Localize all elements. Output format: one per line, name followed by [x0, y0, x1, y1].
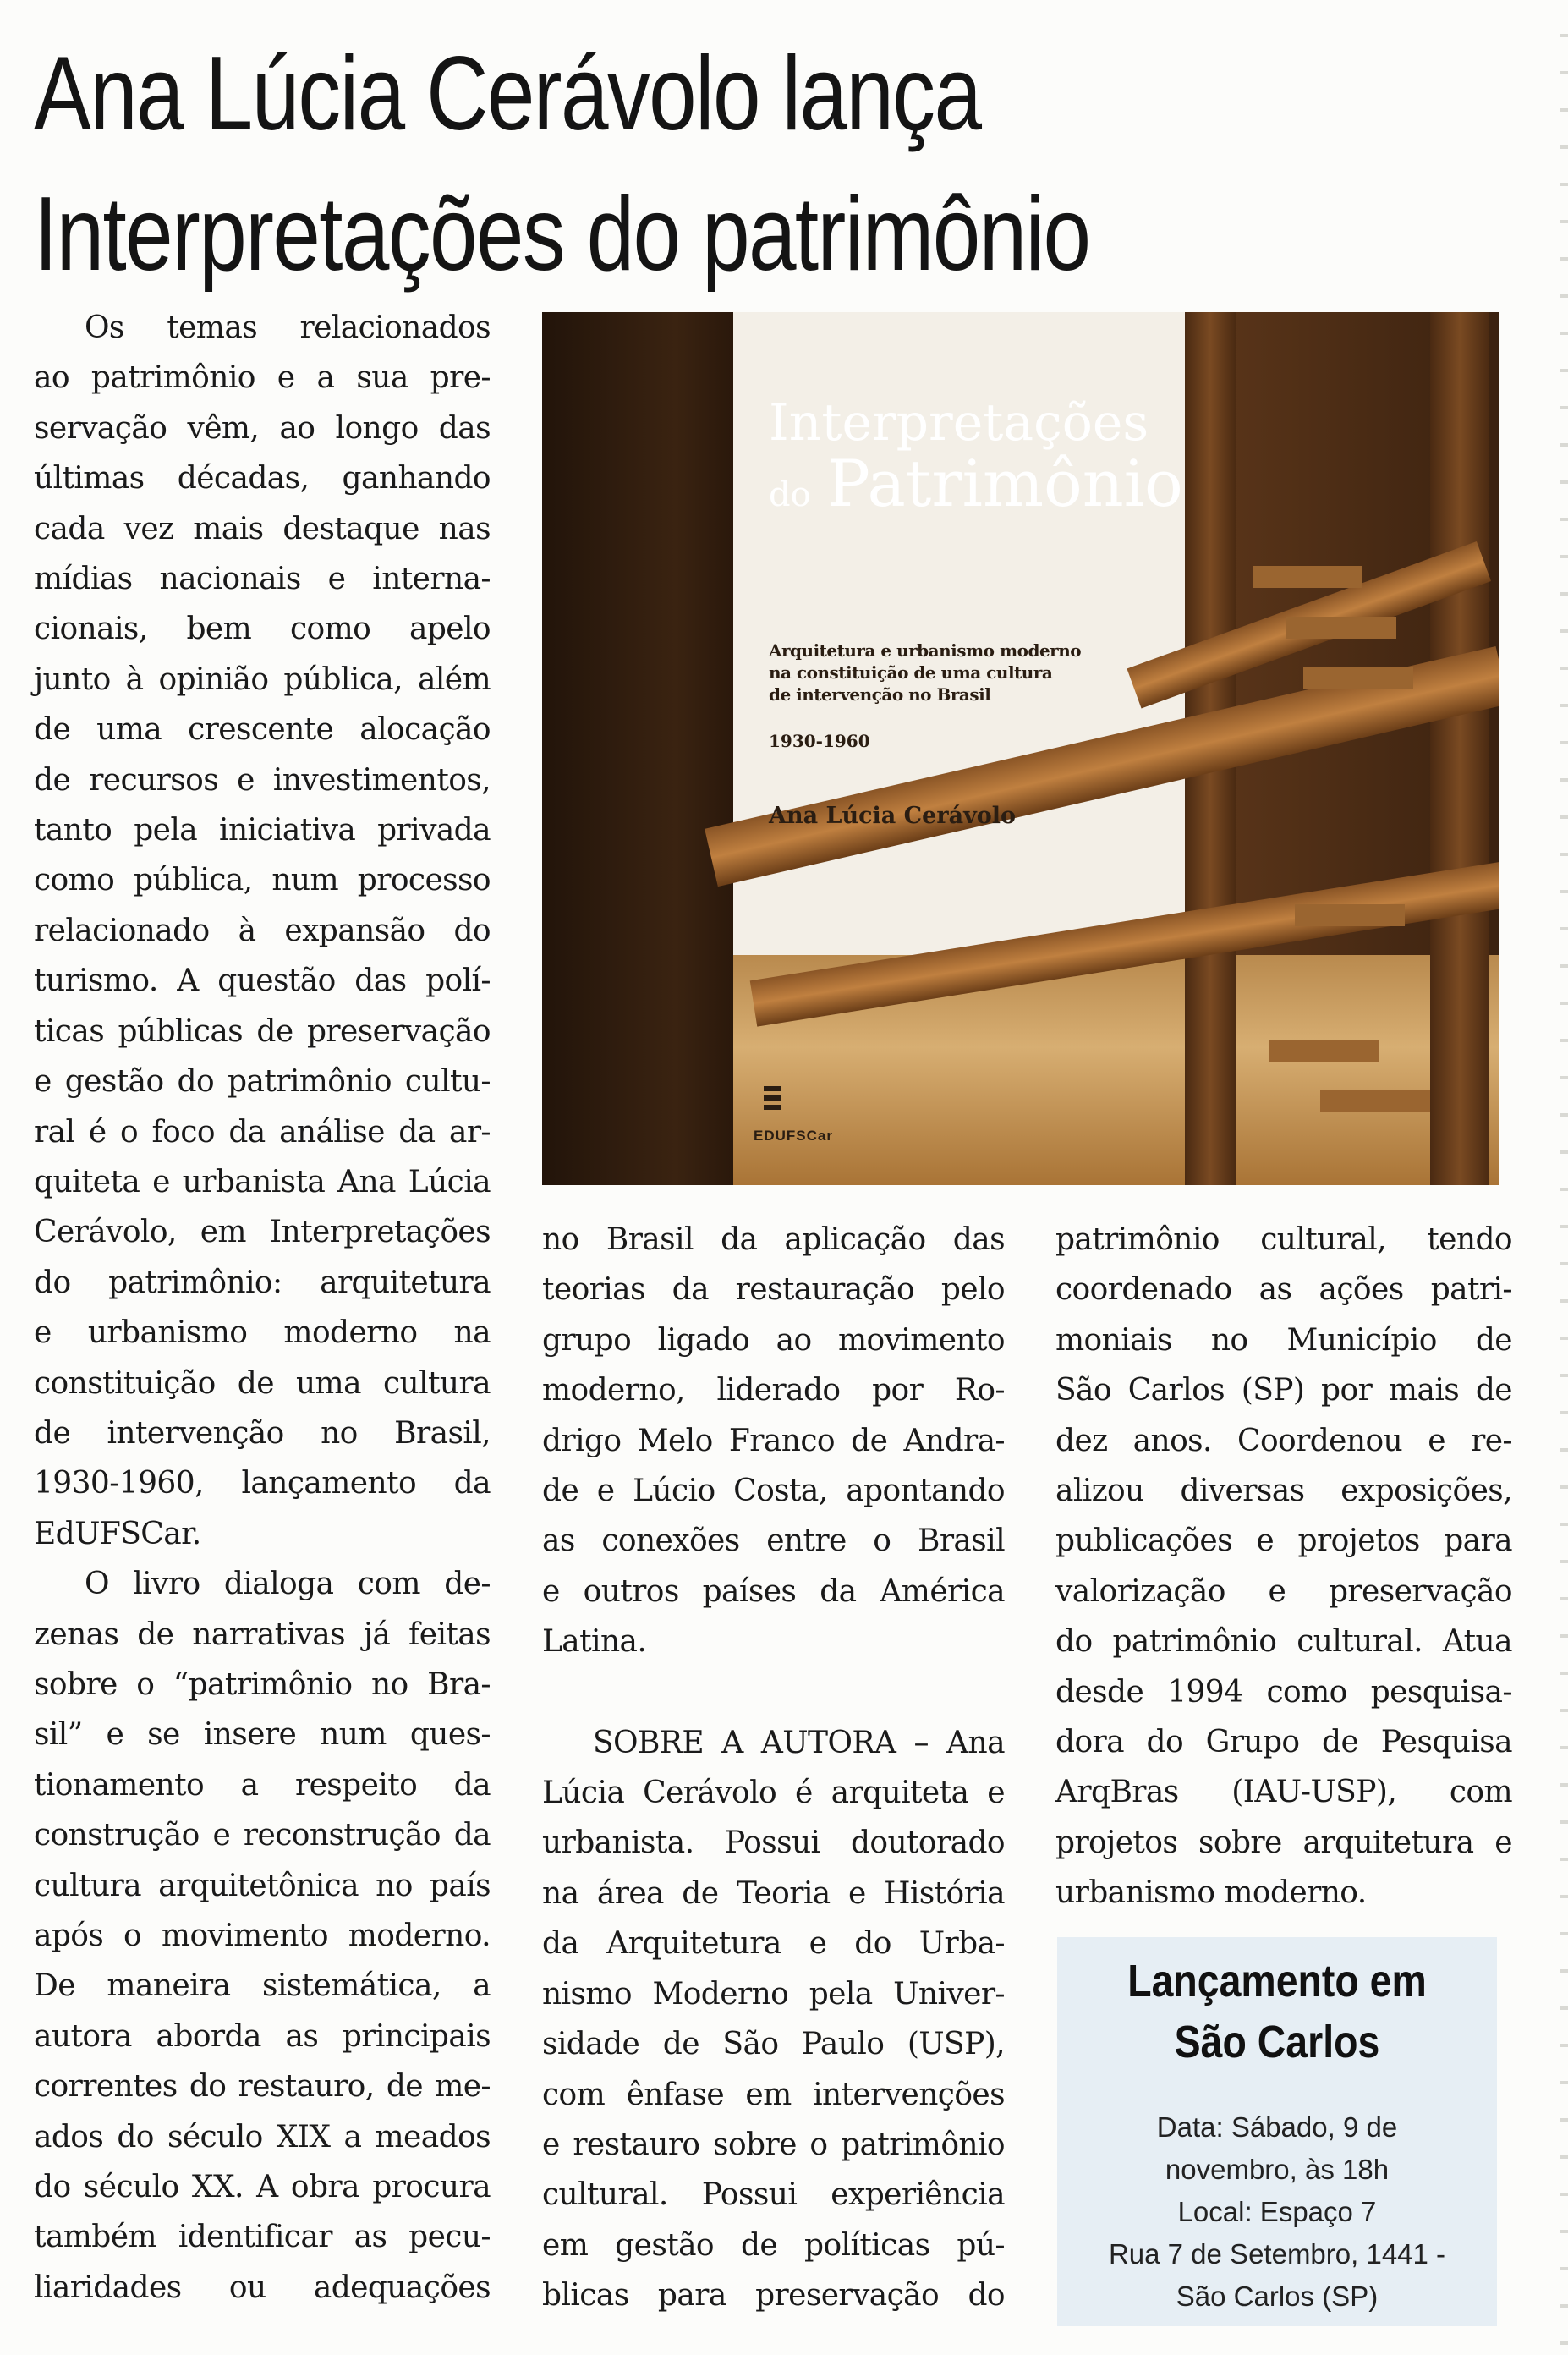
text-line: no Brasil da aplicação das [542, 1222, 1005, 1257]
launch-box-title-line: São Carlos [1174, 2017, 1380, 2067]
launch-box-title-line: Lançamento em [1127, 1956, 1427, 2006]
text-line: com ênfase em intervenções [542, 2077, 1005, 2112]
text-line: junto à opinião pública, além [34, 661, 491, 697]
text-line: de uma crescente alocação [34, 712, 491, 748]
text-line: Lúcia Cerávolo é arquiteta e [542, 1776, 1005, 1811]
text-line: EdUFSCar. [34, 1516, 201, 1551]
text-line: Os temas relacionados [85, 310, 491, 345]
launch-time: novembro, às 18h [1165, 2154, 1390, 2185]
text-line: tanto pela iniciativa privada [34, 813, 491, 848]
text-line: blicas para preservação do [542, 2278, 1005, 2314]
cover-subtitle-line: na constituição de uma cultura [769, 662, 1053, 683]
cover-stair-step [1295, 904, 1405, 926]
cover-stair-step [1269, 1040, 1379, 1062]
publisher-logo-icon [764, 1086, 781, 1120]
text-line: também identificar as pecu- [34, 2220, 491, 2255]
text-line: ao patrimônio e a sua pre- [34, 360, 491, 396]
text-line: as conexões entre o Brasil [542, 1523, 1005, 1559]
text-line: moderno, liderado por Ro- [542, 1373, 1005, 1408]
launch-address: Rua 7 de Setembro, 1441 - [1108, 2238, 1446, 2270]
text-line: coordenado as ações patri- [1055, 1272, 1512, 1308]
text-line: correntes do restauro, de me- [34, 2069, 491, 2105]
text-line: liaridades ou adequações [34, 2270, 491, 2305]
text-line: do patrimônio cultural. Atua [1055, 1624, 1512, 1660]
cover-subtitle-line: Arquitetura e urbanismo moderno [769, 640, 1082, 661]
headline [34, 24, 1213, 305]
text-line: Latina. [542, 1624, 647, 1660]
launch-box-title [1088, 1937, 1466, 2072]
text-line: na área de Teoria e História [542, 1875, 1005, 1911]
text-line: drigo Melo Franco de Andra- [542, 1423, 1005, 1458]
cover-left-post [542, 312, 733, 1185]
text-line: valorização e preservação [1055, 1573, 1512, 1609]
text-line: De maneira sistemática, a [34, 1968, 491, 2004]
text-line: após o movimento moderno. [34, 1919, 491, 1953]
text-line: grupo ligado ao movimento [542, 1322, 1005, 1358]
cover-stair-step [1253, 566, 1362, 588]
text-line: sidade de São Paulo (USP), [542, 2027, 1005, 2062]
cover-subtitle [769, 640, 1141, 705]
cover-stair-step [1286, 617, 1396, 639]
text-line: como pública, num processo [34, 863, 491, 898]
text-line: construção e reconstrução da [34, 1818, 491, 1853]
text-line: turismo. A questão das polí- [34, 963, 491, 999]
text-line: de recursos e investimentos, [34, 762, 491, 798]
cover-author: Ana Lúcia Cerávolo [769, 803, 1017, 829]
text-line: e outros países da América [542, 1573, 1005, 1609]
article-column-1 [34, 303, 491, 2313]
cover-subtitle-line: de intervenção no Brasil [769, 684, 991, 705]
headline-line-1: Ana Lúcia Cerávolo lança [34, 36, 981, 152]
text-line: São Carlos (SP) por mais de [1055, 1373, 1512, 1408]
text-line: cionais, bem como apelo [34, 612, 491, 647]
text-line: de intervenção no Brasil, [34, 1415, 491, 1451]
text-line: relacionado à expansão do [34, 913, 491, 948]
text-line: tionamento a respeito da [34, 1767, 491, 1803]
text-line: autora aborda as principais [34, 2018, 491, 2054]
text-line: de e Lúcio Costa, apontando [542, 1474, 1005, 1509]
text-line: e urbanismo moderno na [34, 1315, 491, 1351]
text-line: SOBRE A AUTORA – Ana [593, 1725, 1005, 1760]
text-line: servação vêm, ao longo das [34, 410, 491, 446]
text-line: ral é o foco da análise da ar- [34, 1114, 491, 1150]
text-line: do patrimônio: arquitetura [34, 1265, 491, 1300]
text-line: 1930-1960, lançamento da [34, 1466, 491, 1501]
text-line: teorias da restauração pelo [542, 1272, 1005, 1308]
article-column-2 [542, 1215, 1005, 2321]
cover-years: 1930-1960 [769, 731, 870, 751]
cover-publisher: EDUFSCar [754, 1128, 833, 1144]
text-line: cada vez mais destaque nas [34, 511, 491, 546]
cover-title [769, 392, 1183, 525]
cover-title-line-2: Patrimônio [826, 446, 1183, 521]
text-line: últimas décadas, ganhando [34, 461, 491, 497]
text-line: do século XX. A obra procura [34, 2170, 491, 2205]
text-line: desde 1994 como pesquisa- [1055, 1674, 1512, 1710]
text-line: publicações e projetos para [1055, 1523, 1512, 1559]
text-line: mídias nacionais e interna- [34, 562, 491, 597]
article-column-3 [1055, 1215, 1512, 1919]
text-line: em gestão de políticas pú- [542, 2227, 1005, 2263]
headline-line-2: Interpretações do patrimônio [34, 176, 1090, 293]
text-line: moniais no Município de [1055, 1322, 1512, 1358]
text-line: ArqBras (IAU-USP), com [1055, 1775, 1512, 1810]
text-line: projetos sobre arquitetura e [1055, 1825, 1512, 1860]
text-line: quiteta e urbanista Ana Lúcia [34, 1164, 491, 1199]
launch-box-details [1057, 2106, 1497, 2318]
text-line: dora do Grupo de Pesquisa [1055, 1725, 1512, 1760]
launch-city: São Carlos (SP) [1176, 2281, 1379, 2312]
cover-title-line-1: Interpretações [769, 393, 1149, 453]
text-line: constituição de uma cultura [34, 1365, 491, 1401]
text-line: cultural. Possui experiência [542, 2177, 1005, 2213]
text-line: O livro dialoga com de- [85, 1567, 491, 1602]
text-line: nismo Moderno pela Univer- [542, 1976, 1005, 2012]
launch-date: Data: Sábado, 9 de [1156, 2111, 1398, 2143]
text-line: urbanismo moderno. [1055, 1875, 1367, 1911]
text-line: e gestão do patrimônio cultu- [34, 1064, 491, 1100]
cover-post [1430, 312, 1489, 1185]
cover-stair-step [1303, 667, 1413, 689]
paragraph-gap [542, 1667, 1005, 1718]
text-line: zenas de narrativas já feitas [34, 1617, 491, 1652]
book-cover-image [542, 312, 1499, 1185]
text-line: patrimônio cultural, tendo [1055, 1222, 1512, 1257]
text-line: Cerávolo, em Interpretações [34, 1215, 491, 1250]
text-line: alizou diversas exposições, [1055, 1474, 1512, 1509]
page-edge [1560, 0, 1568, 2355]
text-line: sil” e se insere num ques- [34, 1717, 491, 1753]
text-line: ados do século XIX a meados [34, 2119, 491, 2155]
text-line: da Arquitetura e do Urba- [542, 1926, 1005, 1962]
text-line: sobre o “patrimônio no Bra- [34, 1666, 491, 1702]
cover-stair-step [1320, 1090, 1430, 1112]
text-line: e restauro sobre o patrimônio [542, 2127, 1005, 2162]
text-line: ticas públicas de preservação [34, 1013, 491, 1049]
launch-venue: Local: Espaço 7 [1177, 2196, 1377, 2227]
cover-title-small: do [769, 475, 811, 514]
launch-info-box [1057, 1937, 1497, 2326]
text-line: cultura arquitetônica no país [34, 1868, 491, 1903]
text-line: urbanista. Possui doutorado [542, 1825, 1005, 1861]
text-line: dez anos. Coordenou e re- [1055, 1423, 1512, 1458]
